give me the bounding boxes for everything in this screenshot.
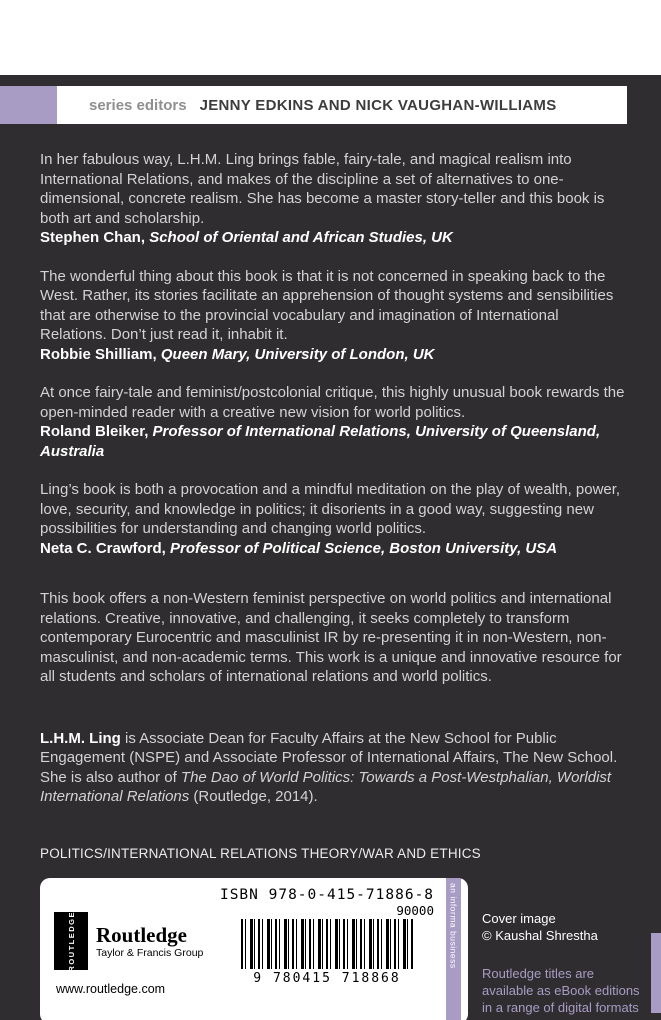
- barcode-bars: [241, 919, 413, 969]
- publisher-group-name: Taylor & Francis Group: [96, 946, 204, 959]
- back-cover: [0, 75, 661, 1020]
- bottom-row: [40, 878, 661, 1020]
- barcode-panel: [40, 878, 468, 1020]
- publisher-wordmark: Routledge: [96, 922, 187, 947]
- publisher-website: www.routledge.com: [56, 982, 166, 996]
- quote-affiliation: Professor of International Relations, University of Queensland, Australia: [40, 423, 601, 460]
- quote-author: Roland Bleiker,: [40, 423, 153, 440]
- page-edge-accent-bar: [651, 933, 661, 1013]
- series-editors-names: JENNY EDKINS AND NICK VAUGHAN-WILLIAMS: [199, 96, 557, 114]
- cover-credit-line2: © Kaushal Shrestha: [482, 928, 598, 943]
- endorsement-quote: [40, 383, 625, 461]
- cover-credit-line1: Cover image: [482, 911, 556, 926]
- credits-column: [482, 878, 642, 1016]
- quote-author: Neta C. Crawford,: [40, 539, 171, 557]
- publisher-logo-row: [54, 912, 212, 970]
- barcode-column: [212, 878, 468, 1020]
- endorsement-quote: [40, 480, 625, 558]
- publisher-wordmark-block: [96, 924, 203, 959]
- quote-author: Stephen Chan,: [40, 229, 150, 246]
- barcode-digits: 9 780415 718868: [253, 971, 401, 986]
- series-accent-block: [0, 86, 57, 124]
- bio-text-before-title: is Associate Dean for Faculty Affairs at the New School for Public Engagement (NSPE) and Associate Professor of International Affairs, The New School. She is also author of: [40, 729, 618, 786]
- isbn-number: ISBN 978-0-415-71886-8: [219, 887, 435, 903]
- category-line: POLITICS/INTERNATIONAL RELATIONS THEORY/WAR AND ETHICS: [40, 845, 481, 861]
- series-editors-label: series editors: [89, 96, 187, 114]
- endorsement-quote: [40, 150, 625, 248]
- quote-affiliation: School of Oriental and African Studies, UK: [149, 229, 453, 246]
- quote-text: The wonderful thing about this book is that it is not concerned in speaking back to the West. Rather, its stories facilitate an apprehension of thought systems and sensibilities that are otherwise to the provincial vocabulary and imagination of International Relations. Don’t just read it, inhabit it.: [40, 267, 614, 343]
- routledge-logo-icon: [54, 912, 88, 970]
- ebook-availability-note: Routledge titles are available as eBook editions in a range of digital formats: [482, 966, 640, 1015]
- endorsement-quote: [40, 267, 625, 365]
- routledge-logo-vertical-text: ROUTLEDGE: [66, 910, 76, 972]
- cover-image-credit: [482, 910, 642, 944]
- quote-text: In her fabulous way, L.H.M. Ling brings fable, fairy-tale, and magical realism into International Relations, and makes of the discipline a set of alternatives to one-dimensional, concrete realism. She has become a master story-teller and this book is both art and scholarship.: [40, 151, 605, 227]
- series-editors-band: [0, 86, 661, 124]
- quote-text: At once fairy-tale and feminist/postcolonial critique, this highly unusual book rewards the open-minded reader with a creative new vision for world politics.: [40, 384, 625, 421]
- cover-text-content: [0, 124, 661, 863]
- bio-text-after-title: (Routledge, 2014).: [189, 788, 318, 805]
- quote-text: Ling’s book is both a provocation and a mindful meditation on the play of wealth, power, love, security, and knowledge in politics; it disorients in a good way, suggesting new possibilities for understanding and changing world politics.: [40, 481, 621, 537]
- price-code: 90000: [396, 903, 434, 918]
- quote-author: Robbie Shilliam,: [40, 345, 161, 363]
- informa-stripe: [446, 878, 461, 1020]
- author-name: L.H.M. Ling: [40, 729, 121, 747]
- publisher-column: [40, 878, 212, 1020]
- quote-affiliation: Queen Mary, University of London, UK: [160, 345, 435, 363]
- informa-business-label: an informa business: [448, 883, 459, 969]
- series-editors-strip: [57, 86, 627, 124]
- book-description: This book offers a non-Western feminist perspective on world politics and international relations. Creative, innovative, and challenging, it seeks completely to transform contemporary Eurocentric and masculinist IR by re-presenting it in non-Western, non-masculinist, and non-academic terms. This work is a unique and innovative resource for all students and scholars of international relations and world politics.: [40, 590, 622, 685]
- author-bio: [40, 729, 625, 807]
- previous-book-title: The Dao of World Politics: Towards a Post-Westphalian, Worldist International Relations: [40, 768, 612, 805]
- quote-affiliation: Professor of Political Science, Boston University, USA: [170, 539, 558, 557]
